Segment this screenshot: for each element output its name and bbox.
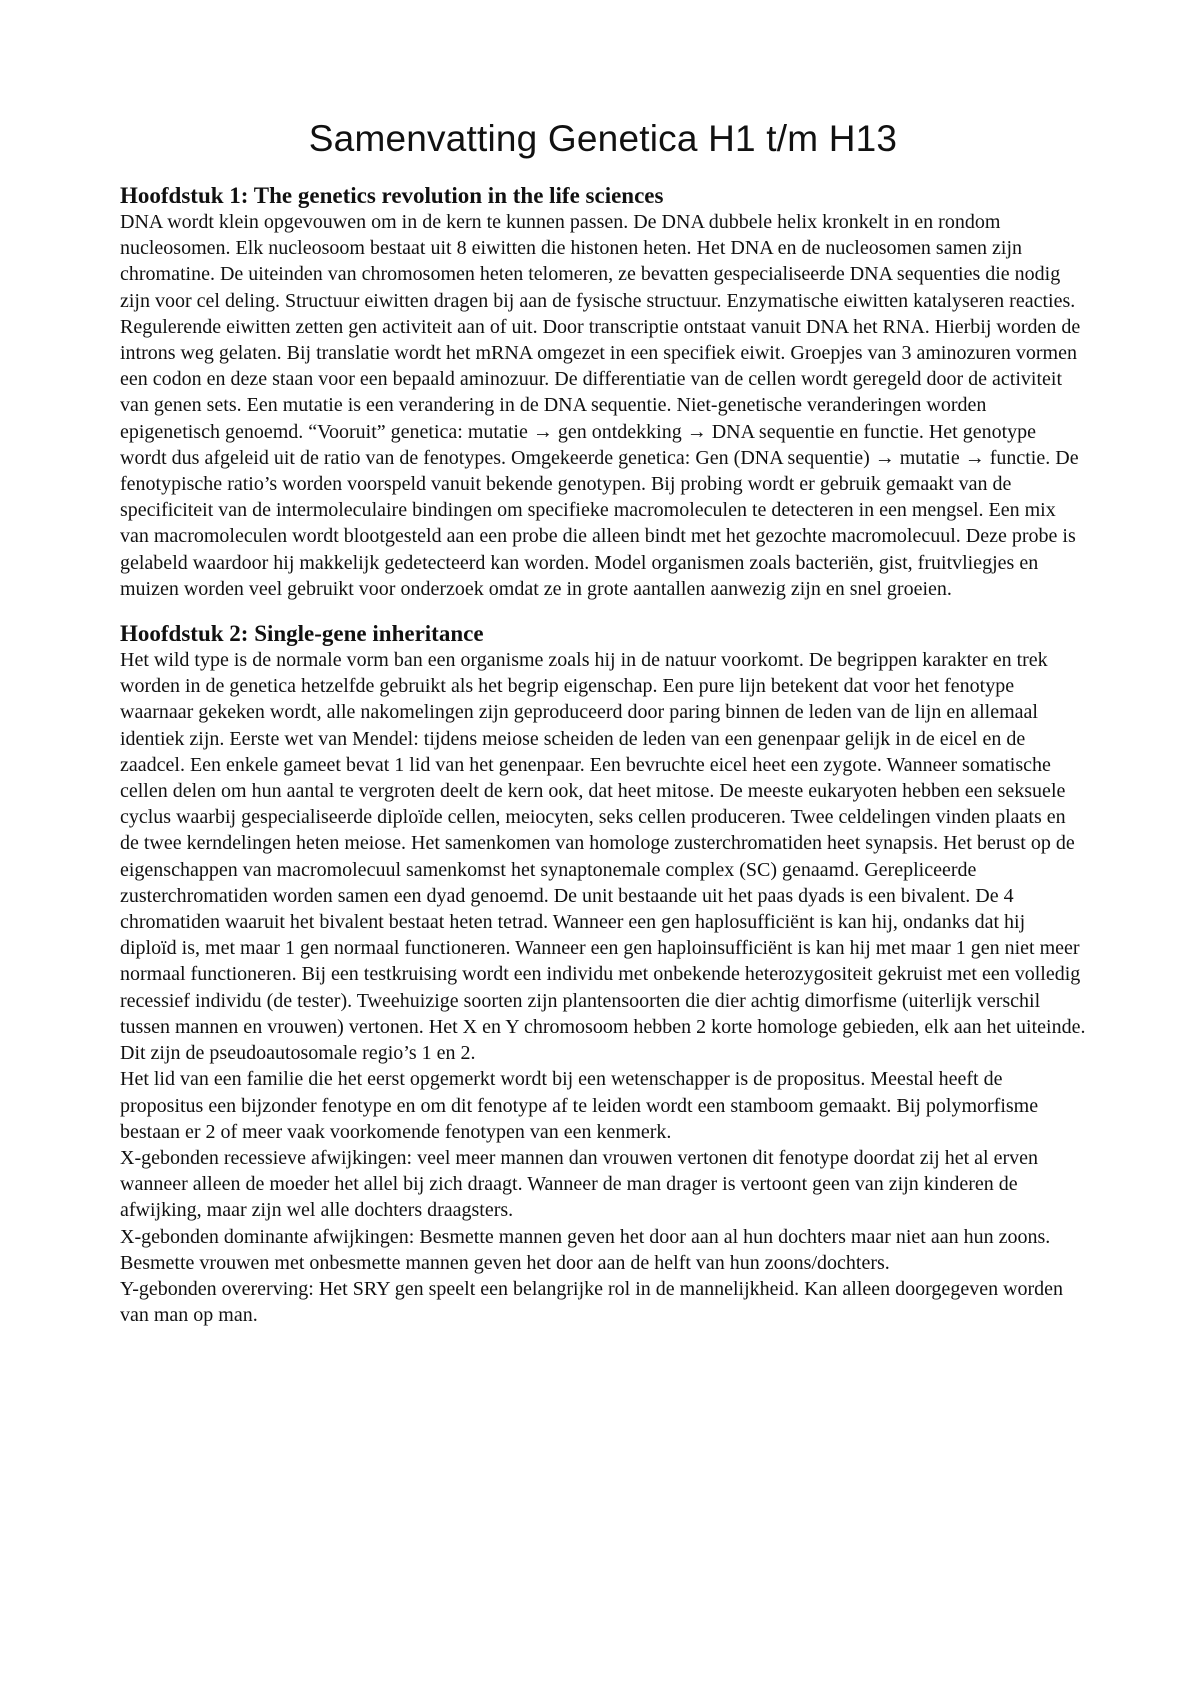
paragraph: DNA wordt klein opgevouwen om in de kern te kunnen passen. De DNA dubbele helix kronkelt in en rondom nucleosomen. Elk nucleosoom bestaat uit 8 eiwitten die histonen heten. Het DNA en de nucleosomen samen zijn chromatine. De uiteinden van chromosomen heten telomeren, ze bevatten gespecialiseerde DNA sequenties die nodig zijn voor cel deling. Structuur eiwitten dragen bij aan de fysische structuur. Enzymatische eiwitten katalyseren reacties. Regulerende eiwitten zetten gen activiteit aan of uit. Door transcriptie ontstaat vanuit DNA het RNA. Hierbij worden de introns weg gelaten. Bij translatie wordt het mRNA omgezet in een specifiek eiwit. Groepjes van 3 aminozuren vormen een codon en deze staan voor een bepaald aminozuur. De differentiatie van de cellen wordt geregeld door de activiteit van genen sets. Een mutatie is een verandering in de DNA sequentie. Niet-genetische veranderingen worden epigenetisch genoemd. “Vooruit” genetica: mutatie → gen ontdekking → DNA sequentie en functie. Het genotype wordt dus afgeleid uit de ratio van de fenotypes. Omgekeerde genetica: Gen (DNA sequentie) → mutatie → functie. De fenotypische ratio’s worden voorspeld vanuit bekende genotypen. Bij probing wordt er gebruik gemaakt van de specificiteit van de intermoleculaire bindingen om specifieke macromoleculen te detecteren in een mengsel. Een mix van macromoleculen wordt blootgesteld aan een probe die alleen bindt met het gezochte macromolecuul. Deze probe is gelabeld waardoor hij makkelijk gedetecteerd kan worden. Model organismen zoals bacteriën, gist, fruitvliegjes en muizen worden veel gebruikt voor onderzoek omdat ze in grote aantallen aanwezig zijn en snel groeien. <box>120 211 1081 600</box>
document-title: Samenvatting Genetica H1 t/m H13 <box>308 118 898 159</box>
section-chapter-1 <box>120 182 1086 602</box>
section-heading: Hoofdstuk 2: Single-gene inheritance <box>120 621 484 647</box>
section-chapter-2 <box>120 620 1086 1328</box>
paragraph: Het wild type is de normale vorm ban een organisme zoals hij in de natuur voorkomt. De begrippen karakter en trek worden in de genetica hetzelfde gebruikt als het begrip eigenschap. Een pure lijn betekent dat voor het fenotype waarnaar gekeken wordt, alle nakomelingen zijn geproduceerd door paring binnen de leden van de lijn en allemaal identiek zijn. Eerste wet van Mendel: tijdens meiose scheiden de leden van een genenpaar gelijk in de eicel en de zaadcel. Een enkele gameet bevat 1 lid van het genenpaar. Een bevruchte eicel heet een zygote. Wanneer somatische cellen delen om hun aantal te vergroten deelt de kern ook, dat heet mitose. De meeste eukaryoten hebben een seksuele cyclus waarbij gespecialiseerde diploïde cellen, meiocyten, seks cellen produceren. Twee celdelingen vinden plaats en de twee kerndelingen heten meiose. Het samenkomen van homologe zusterchromatiden heet synapsis. Het berust op de eigenschappen van macromolecuul samenkomst het synaptonemale complex (SC) genaamd. Gerepliceerde zusterchromatiden worden samen een dyad genoemd. De unit bestaande uit het paas dyads is een bivalent. De 4 chromatiden waaruit het bivalent bestaat heten tetrad. Wanneer een gen haplosufficiënt is kan hij, ondanks dat hij diploïd is, met maar 1 gen normaal functioneren. Wanneer een gen haploinsufficiënt is kan hij met maar 1 gen niet meer normaal functioneren. Bij een testkruising wordt een individu met onbekende heterozygositeit gekruist met een volledig recessief individu (de tester). Tweehuizige soorten zijn plantensoorten die dier achtig dimorfisme (uiterlijk verschil tussen mannen en vrouwen) vertonen. Het X en Y chromosoom hebben 2 korte homologe gebieden, elk aan het uiteinde. Dit zijn de pseudoautosomale regio’s 1 en 2. <box>120 649 1086 1065</box>
paragraph: Y-gebonden overerving: Het SRY gen speelt een belangrijke rol in de mannelijkheid. Kan alleen doorgegeven worden van man op man. <box>120 1277 1064 1327</box>
paragraph: X-gebonden recessieve afwijkingen: veel meer mannen dan vrouwen vertonen dit fenotype doordat zij het al erven wanneer alleen de moeder het allel bij zich draagt. Wanneer de man drager is vertoont geen van zijn kinderen de afwijking, maar zijn wel alle dochters draagsters. <box>120 1146 1038 1222</box>
document-page <box>120 118 1086 1346</box>
paragraph: Het lid van een familie die het eerst opgemerkt wordt bij een wetenschapper is de propositus. Meestal heeft de propositus een bijzonder fenotype en om dit fenotype af te leiden wordt een stamboom gemaakt. Bij polymorfisme bestaan er 2 of meer vaak voorkomende fenotypen van een kenmerk. <box>120 1068 1039 1143</box>
paragraph: X-gebonden dominante afwijkingen: Besmette mannen geven het door aan al hun dochters maar niet aan hun zoons. Besmette vrouwen met onbesmette mannen geven het door aan de helft van hun zoons/dochters. <box>120 1225 1051 1274</box>
section-heading: Hoofdstuk 1: The genetics revolution in the life sciences <box>120 183 664 208</box>
